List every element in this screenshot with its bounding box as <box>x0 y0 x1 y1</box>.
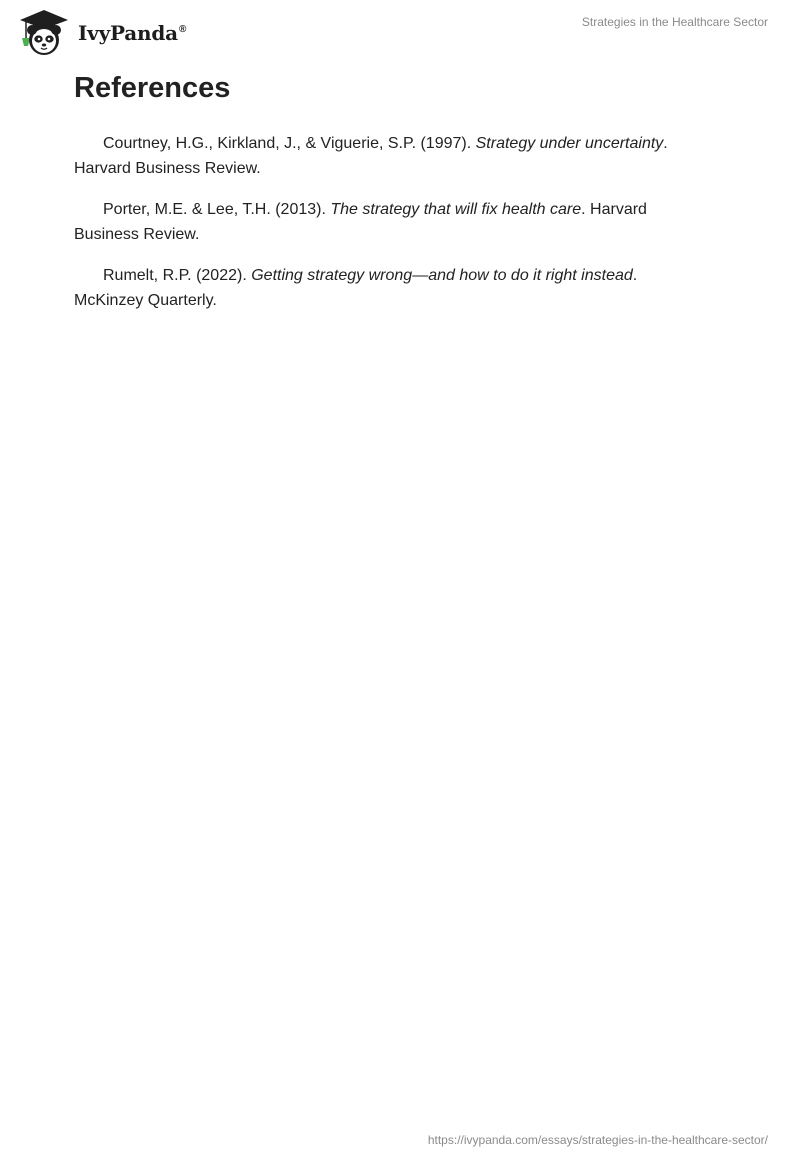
ivypanda-logo[interactable] <box>14 8 186 56</box>
reference-authors: Courtney, H.G., Kirkland, J., & Viguerie, S.P. (1997). <box>103 135 476 152</box>
reference-source: . Harvard Business Review. <box>74 135 668 177</box>
logo-wordmark-text: IvyPanda <box>78 21 178 45</box>
reference-authors: Porter, M.E. & Lee, T.H. (2013). <box>103 201 331 218</box>
page-header <box>0 0 800 60</box>
reference-title: Strategy under uncertainty <box>475 135 664 152</box>
reference-list <box>74 131 706 329</box>
reference-authors: Rumelt, R.P. (2022). <box>103 267 252 284</box>
reference-title: The strategy that will fix health care <box>330 201 582 218</box>
reference-source: . Harvard Business Review. <box>74 201 647 243</box>
reference-entry <box>74 197 706 247</box>
page-title: References <box>74 72 231 104</box>
reference-entry <box>74 263 706 313</box>
registered-mark: ® <box>178 24 187 36</box>
logo-wordmark <box>78 21 186 45</box>
source-url-link[interactable]: https://ivypanda.com/essays/strategies-in-the-healthcare-sector/ <box>427 1133 768 1147</box>
panda-graduation-cap-icon <box>14 8 76 56</box>
reference-title: Getting strategy wrong—and how to do it right instead <box>251 267 633 284</box>
reference-entry <box>74 131 706 181</box>
running-title: Strategies in the Healthcare Sector <box>581 15 768 29</box>
reference-source: . McKinzey Quarterly. <box>74 267 638 309</box>
